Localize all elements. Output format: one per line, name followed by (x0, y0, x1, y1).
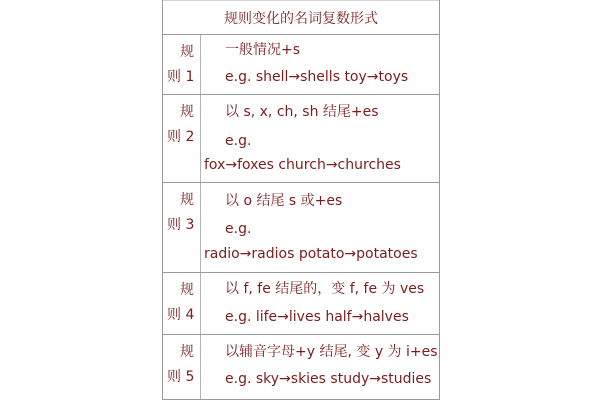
table-row-rule-2 (163, 94, 439, 182)
table-header-row (163, 0, 439, 34)
rule-label-word: 规 (180, 344, 194, 360)
rule-label-cell (163, 273, 201, 334)
table-row-rule-1 (163, 34, 439, 94)
rule-example: radio→radios potato→potatoes (204, 246, 418, 262)
rule-label-word: 规 (180, 104, 194, 120)
table-row-rule-5 (163, 334, 439, 400)
rule-description: 以辅音字母+y 结尾, 变 y 为 i+es (225, 344, 438, 360)
rule-example-prefix: e.g. (225, 133, 252, 149)
rule-description: 以 f, fe 结尾的，变 f, fe 为 ves (225, 281, 425, 297)
table-row-rule-3 (163, 182, 439, 272)
rule-label-number: 则 3 (167, 217, 195, 233)
rule-description: 以 s, x, ch, sh 结尾+es (225, 104, 379, 120)
rule-example: e.g. life→lives half→halves (225, 309, 409, 325)
rule-description: 一般情况+s (225, 42, 301, 58)
rule-label-cell (163, 183, 201, 272)
rule-label-cell (163, 335, 201, 400)
rule-label-number: 则 1 (167, 69, 195, 85)
rule-example: e.g. shell→shells toy→toys (225, 69, 409, 85)
rule-label-number: 则 5 (167, 369, 195, 385)
rule-example: fox→foxes church→churches (204, 157, 401, 173)
rule-label-word: 规 (180, 44, 194, 60)
rule-label-cell (163, 35, 201, 94)
rule-label-number: 则 4 (167, 307, 195, 323)
rule-example-prefix: e.g. (225, 221, 252, 237)
plural-rules-table (162, 0, 440, 400)
rule-label-word: 规 (180, 192, 194, 208)
rule-label-word: 规 (180, 282, 194, 298)
table-row-rule-4 (163, 272, 439, 334)
table-title: 规则变化的名词复数形式 (224, 11, 378, 27)
rule-example: e.g. sky→skies study→studies (225, 371, 432, 387)
rule-label-cell (163, 95, 201, 182)
rule-description: 以 o 结尾 s 或+es (225, 193, 343, 209)
rule-label-number: 则 2 (167, 129, 195, 145)
